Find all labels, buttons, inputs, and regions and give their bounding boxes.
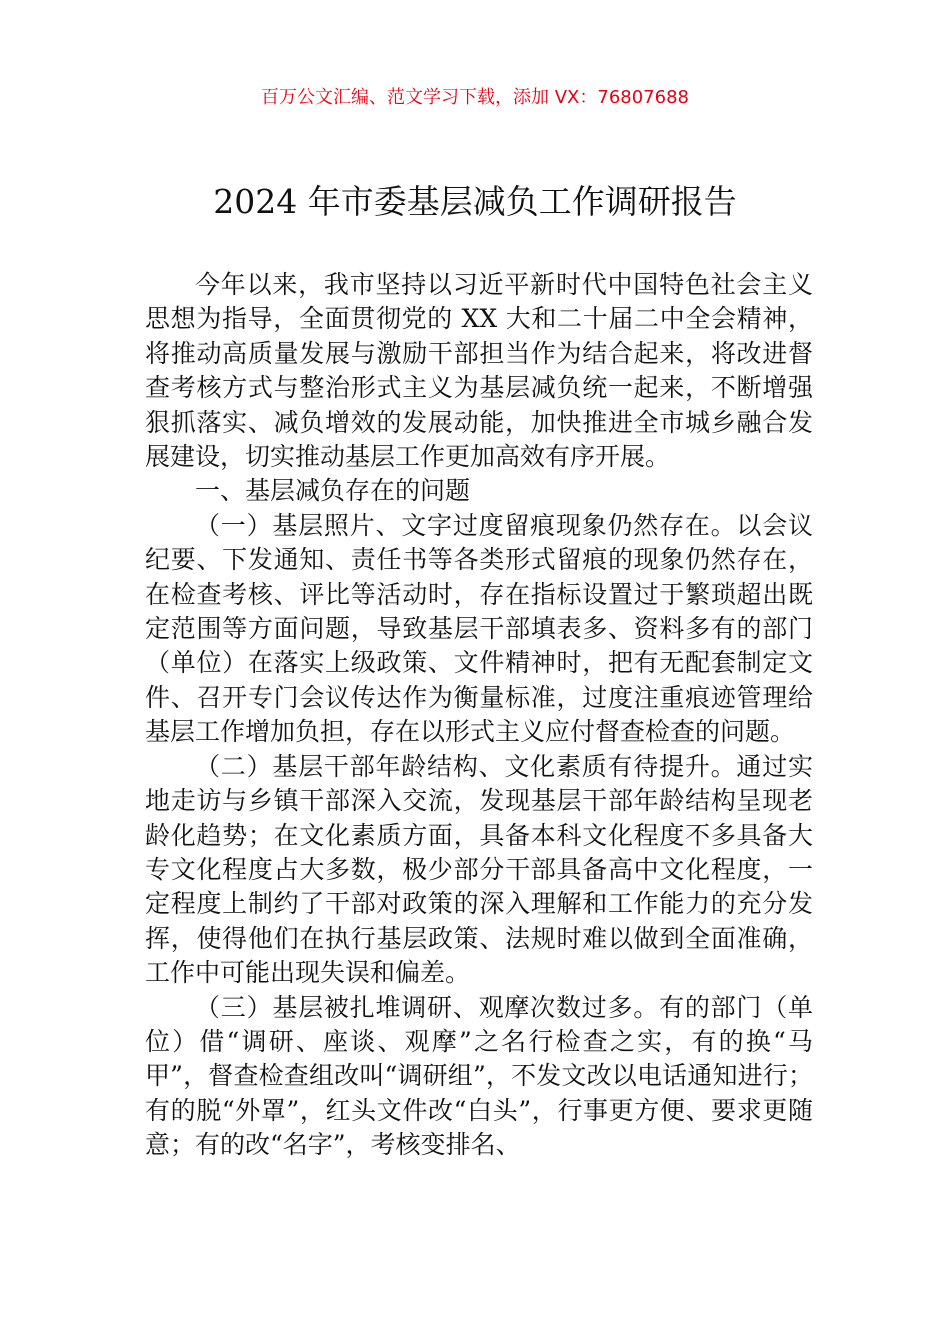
subsection-paragraph-1: （一）基层照片、文字过度留痕现象仍然存在。以会议纪要、下发通知、责任书等各类形式留痕的现象仍然存在，在检查考核、评比等活动时，存在指标设置过于繁琐超出既定范围等方面问题，导致基层干部填表多、资料多有的部门（单位）在落实上级政策、文件精神时，把有无配套制定文件、召开专门会议传达作为衡量标准，过度注重痕迹管理给基层工作增加负担，存在以形式主义应付督查检查的问题。	[145, 510, 813, 747]
subsection-paragraph-3: （三）基层被扎堆调研、观摩次数过多。有的部门（单位）借“调研、座谈、观摩”之名行检查之实，有的换“马甲”，督查检查组改叫“调研组”，不发文改以电话通知进行；有的脱“外罩”，红头文件改“白头”，行事更方便、要求更随意；有的改“名字”，考核变排名、	[145, 992, 813, 1160]
document-title: 2024 年市委基层减负工作调研报告	[213, 182, 737, 221]
header-watermark-note: 百万公文汇编、范文学习下载，添加 VX：76807688	[261, 87, 689, 108]
document-body	[145, 268, 813, 1163]
section-heading-problems: 一、基层减负存在的问题	[195, 476, 471, 506]
intro-paragraph: 今年以来，我市坚持以习近平新时代中国特色社会主义思想为指导，全面贯彻党的 XX 大和二十届二中全会精神，将推动高质量发展与激励干部担当作为结合起来，将改进督查考核方式与整治形式主义为基层减负统一起来，不断增强狠抓落实、减负增效的发展动能，加快推进全市城乡融合发展建设，切实推动基层工作更加高效有序开展。	[145, 270, 813, 472]
subsection-paragraph-2: （二）基层干部年龄结构、文化素质有待提升。通过实地走访与乡镇干部深入交流，发现基层干部年龄结构呈现老龄化趋势；在文化素质方面，具备本科文化程度不多具备大专文化程度占大多数，极少部分干部具备高中文化程度，一定程度上制约了干部对政策的深入理解和工作能力的充分发挥，使得他们在执行基层政策、法规时难以做到全面准确，工作中可能出现失误和偏差。	[145, 751, 813, 988]
